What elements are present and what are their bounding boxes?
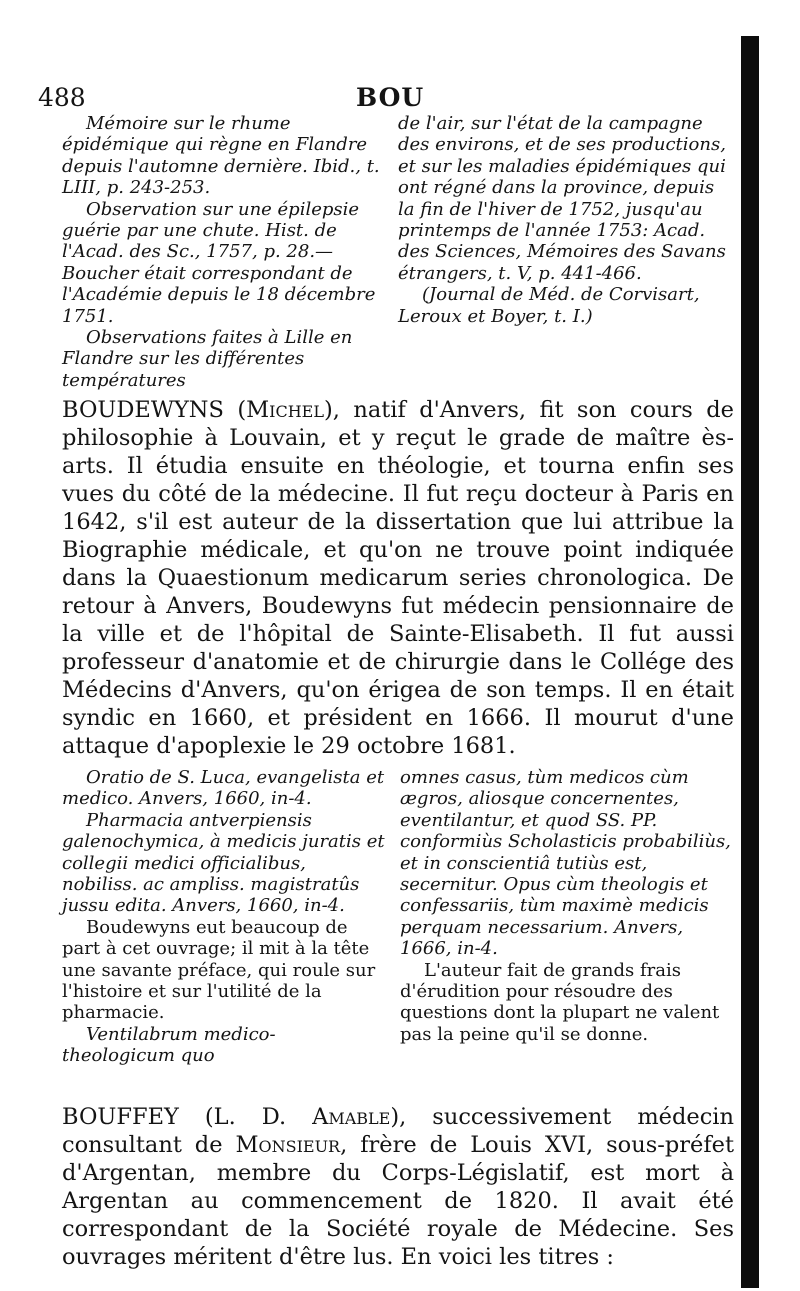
top-left-column (62, 113, 382, 391)
ventilabrum-continuation: omnes casus, tùm medicos cùm ægros, aliosque concernentes, eventilantur, et quod SS. PP. conformiùs Scholasticis probabiliùs, et in conscientiâ tutiùs est, secernitur. Opus cùm theologis et confessariis, tùm maximè medicis perquam necessarium. Anvers, 1666, in-4. (400, 767, 731, 960)
given-name-michel: (Michel), (237, 397, 340, 423)
bottom-right-column (400, 767, 734, 1045)
memoire-rhume: Mémoire sur le rhume épidémique qui règne en Flandre depuis l'automne dernière. Ibid., t. LIII, p. 243-253. (62, 113, 380, 199)
top-right-column (398, 113, 735, 327)
running-head: BOU (356, 83, 425, 112)
pharmacia-antverpiensis: Pharmacia antverpiensis galenochymica, à medicis juratis et collegii medici officialibus, nobiliss. ac ampliss. magistratûs jussu edita. Anvers, 1660, in-4. (62, 809, 385, 917)
observations-lille: Observations faites à Lille en Flandre sur les différentes températures (62, 327, 353, 391)
oratio-de-s-luca: Oratio de S. Luca, evangelista et medico. Anvers, 1660, in-4. (62, 767, 385, 810)
monsieur-title: Monsieur, (235, 1132, 348, 1158)
entry-boudewyns (62, 396, 734, 760)
bouffey-text-1: successivement médecin consultant de (62, 1104, 734, 1158)
scan-edge-bar (741, 36, 759, 1288)
page-number: 488 (38, 83, 86, 112)
ventilabrum-title: Ventilabrum medico-theologicum quo (62, 1023, 276, 1067)
observation-epilepsie: Observation sur une épilepsie guérie par une chute. Hist. de l'Acad. des Sc., 1757, p. 28.—Boucher était correspondant de l'Académie depuis le 18 décembre 1751. (62, 198, 376, 327)
pharmacia-note: Boudewyns eut beaucoup de part à cet ouvrage; il mit à la tête une savante préface, qui roule sur l'histoire et sur l'utilité de la pharmacie. (62, 916, 376, 1024)
bouffey-text-2: frère de Louis XVI, sous-préfet d'Argentan, membre du Corps-Législatif, est mort à Argentan au commencement de 1820. Il avait été correspondant de la Société royale de Médecine. Ses ouvrages méritent d'être lus. En voici les titres : (62, 1132, 735, 1270)
ventilabrum-note: L'auteur fait de grands frais d'érudition pour résoudre des questions dont la plupart ne valent pas la peine qu'il se donne. (400, 959, 720, 1045)
headword-bouffey: BOUFFEY (62, 1104, 179, 1130)
boudewyns-biography: natif d'Anvers, fit son cours de philosophie à Louvain, et y reçut le grade de maître ès-arts. Il étudia ensuite en théologie, et tourna enfin ses vues du côté de la médecine. Il fut reçu docteur à Paris en 1642, s'il est auteur de la dissertation que lui attribue la Biographie médicale, et qu'on ne trouve point indiquée dans la Quaestionum medicarum series chronologica. De retour à Anvers, Boudewyns fut médecin pensionnaire de la ville et de l'hôpital de Sainte-Elisabeth. Il fut aussi professeur d'anatomie et de chirurgie dans le Collége des Médecins d'Anvers, qu'on érigea de son temps. Il en était syndic en 1660, et président en 1666. Il mourut d'une attaque d'apoplexie le 29 octobre 1681. (62, 397, 734, 759)
given-name-amable: (L. D. Amable), (204, 1104, 407, 1130)
entry-bouffey (62, 1103, 734, 1271)
bottom-left-column (62, 767, 386, 1067)
observations-lille-continuation: de l'air, sur l'état de la campagne des environs, et de ses productions, et sur les maladies épidémiques qui ont régné dans la province, depuis la fin de l'hiver de 1752, jusqu'au printemps de l'année 1753: Acad. des Sciences, Mémoires des Savans étrangers, t. V, p. 441-466. (398, 113, 726, 284)
journal-source: (Journal de Méd. de Corvisart, Leroux et Boyer, t. I.) (398, 284, 700, 327)
headword-boudewyns: BOUDEWYNS (62, 397, 224, 423)
